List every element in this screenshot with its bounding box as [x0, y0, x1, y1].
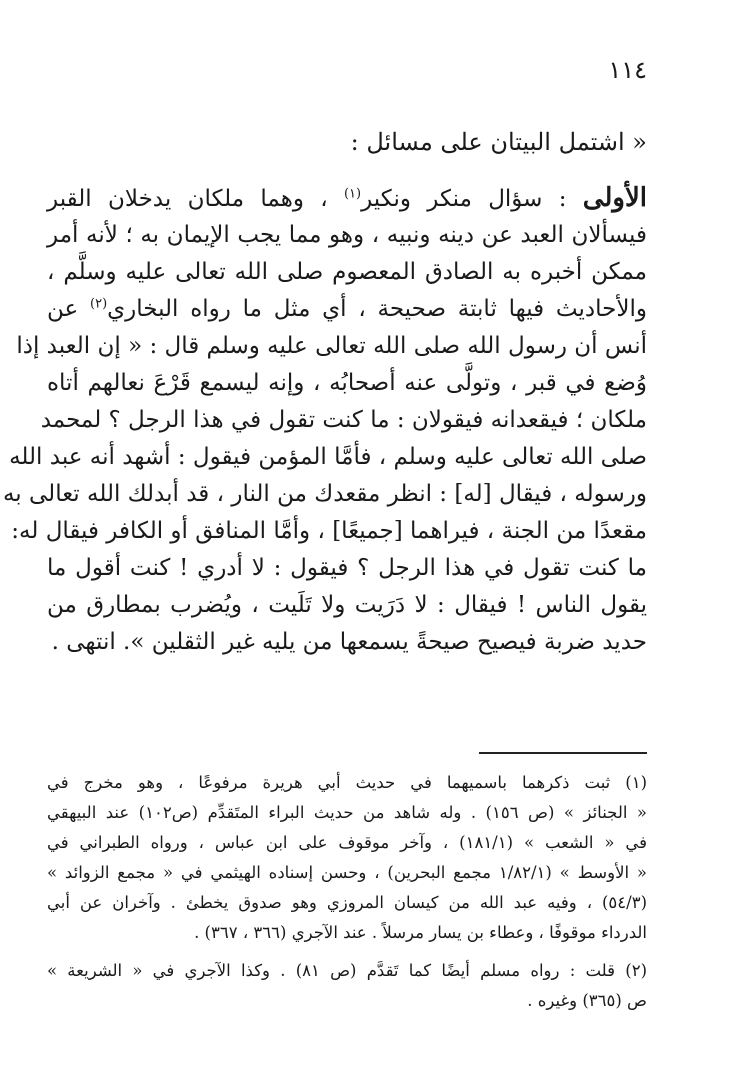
footnote-line: (٥٤/٣) ، وفيه عبد الله من كيسان المروزي وهو صدوق يخطئ . وآخران عن أبي	[47, 893, 647, 912]
text-line	[47, 291, 647, 328]
footnote-ref: (١)	[343, 186, 362, 202]
footnotes	[47, 768, 647, 1016]
text-segment: : سؤال منكر ونكير	[361, 186, 583, 212]
footnote-line: (٢) قلت : رواه مسلم أيضًا كما تَقدَّم (ص ٨١) . وكذا الآجري في « الشريعة »	[47, 961, 648, 980]
text-segment: ، وهما ملكان يدخلان القبر	[47, 186, 344, 212]
footnote-line: في « الشعب » (١٨١/١) ، وآخر موقوف على ابن عباس ، ورواه الطبراني في	[47, 833, 647, 852]
text-line: فيسألان العبد عن دينه ونبيه ، وهو مما يجب الإيمان به ؛ لأنه أمر	[47, 222, 647, 248]
page-number: ١١٤	[608, 56, 647, 84]
text-segment: عن	[47, 296, 90, 322]
footnote-divider	[479, 752, 647, 754]
footnote-line: « الجنائز » (ص ١٥٦) . وله شاهد من حديث البراء المتَقدِّم (ص١٠٢) عند البيهقي	[47, 803, 647, 822]
intro-line: « اشتمل البيتان على مسائل :	[350, 128, 647, 156]
footnote-line: « الأوسط » (١/٨٢/١ مجمع البحرين) ، وحسن إسناده الهيثمي في « مجمع الزوائد »	[47, 863, 648, 882]
footnote-line: (١) ثبت ذكرهما باسميهما في حديث أبي هريرة مرفوعًا ، وهو مخرج في	[47, 773, 647, 792]
footnote-line: ص (٣٦٥) وغيره .	[527, 991, 647, 1010]
text-line: مقعدًا من الجنة ، فيراهما [جميعًا] ، وأمَّا المنافق أو الكافر فيقال له:	[11, 518, 647, 544]
text-line: ملكان ؛ فيقعدانه فيقولان : ما كنت تقول في هذا الرجل ؟ لمحمد	[40, 407, 647, 433]
text-line: ما كنت تقول في هذا الرجل ؟ فيقول : لا أدري ! كنت أقول ما	[47, 555, 647, 581]
text-line: يقول الناس ! فيقال : لا دَرَيت ولا تَلَيت ، ويُضرب بمطارق من	[47, 592, 647, 618]
text-line: حديد ضربة فيصيح صيحةً يسمعها من يليه غير الثقلين ». انتهى .	[51, 629, 647, 655]
text-line	[47, 180, 647, 217]
footnote-ref: (٢)	[90, 296, 108, 312]
main-text	[2, 180, 647, 661]
first-issue-heading: الأولى	[582, 183, 647, 213]
text-line: أنس أن رسول الله صلى الله تعالى عليه وسلم قال : « إن العبد إذا	[16, 333, 647, 359]
text-line: صلى الله تعالى عليه وسلم ، فأمَّا المؤمن فيقول : أشهد أنه عبد الله	[9, 444, 647, 470]
text-line: وُضع في قبر ، وتولَّى عنه أصحابُه ، وإنه ليسمع قَرْعَ نعالهم أتاه	[47, 370, 647, 396]
text-segment: والأحاديث فيها ثابتة صحيحة ، أي مثل ما رواه البخاري	[107, 296, 647, 322]
text-line: ممكن أخبره به الصادق المعصوم صلى الله تعالى عليه وسلَّم ،	[47, 259, 647, 285]
text-line: ورسوله ، فيقال [له] : انظر مقعدك من النار ، قد أبدلك الله تعالى به	[2, 481, 647, 507]
footnote-line: الدرداء موقوفًا ، وعطاء بن يسار مرسلاً . عند الآجري (٣٦٦ ، ٣٦٧) .	[194, 923, 647, 942]
